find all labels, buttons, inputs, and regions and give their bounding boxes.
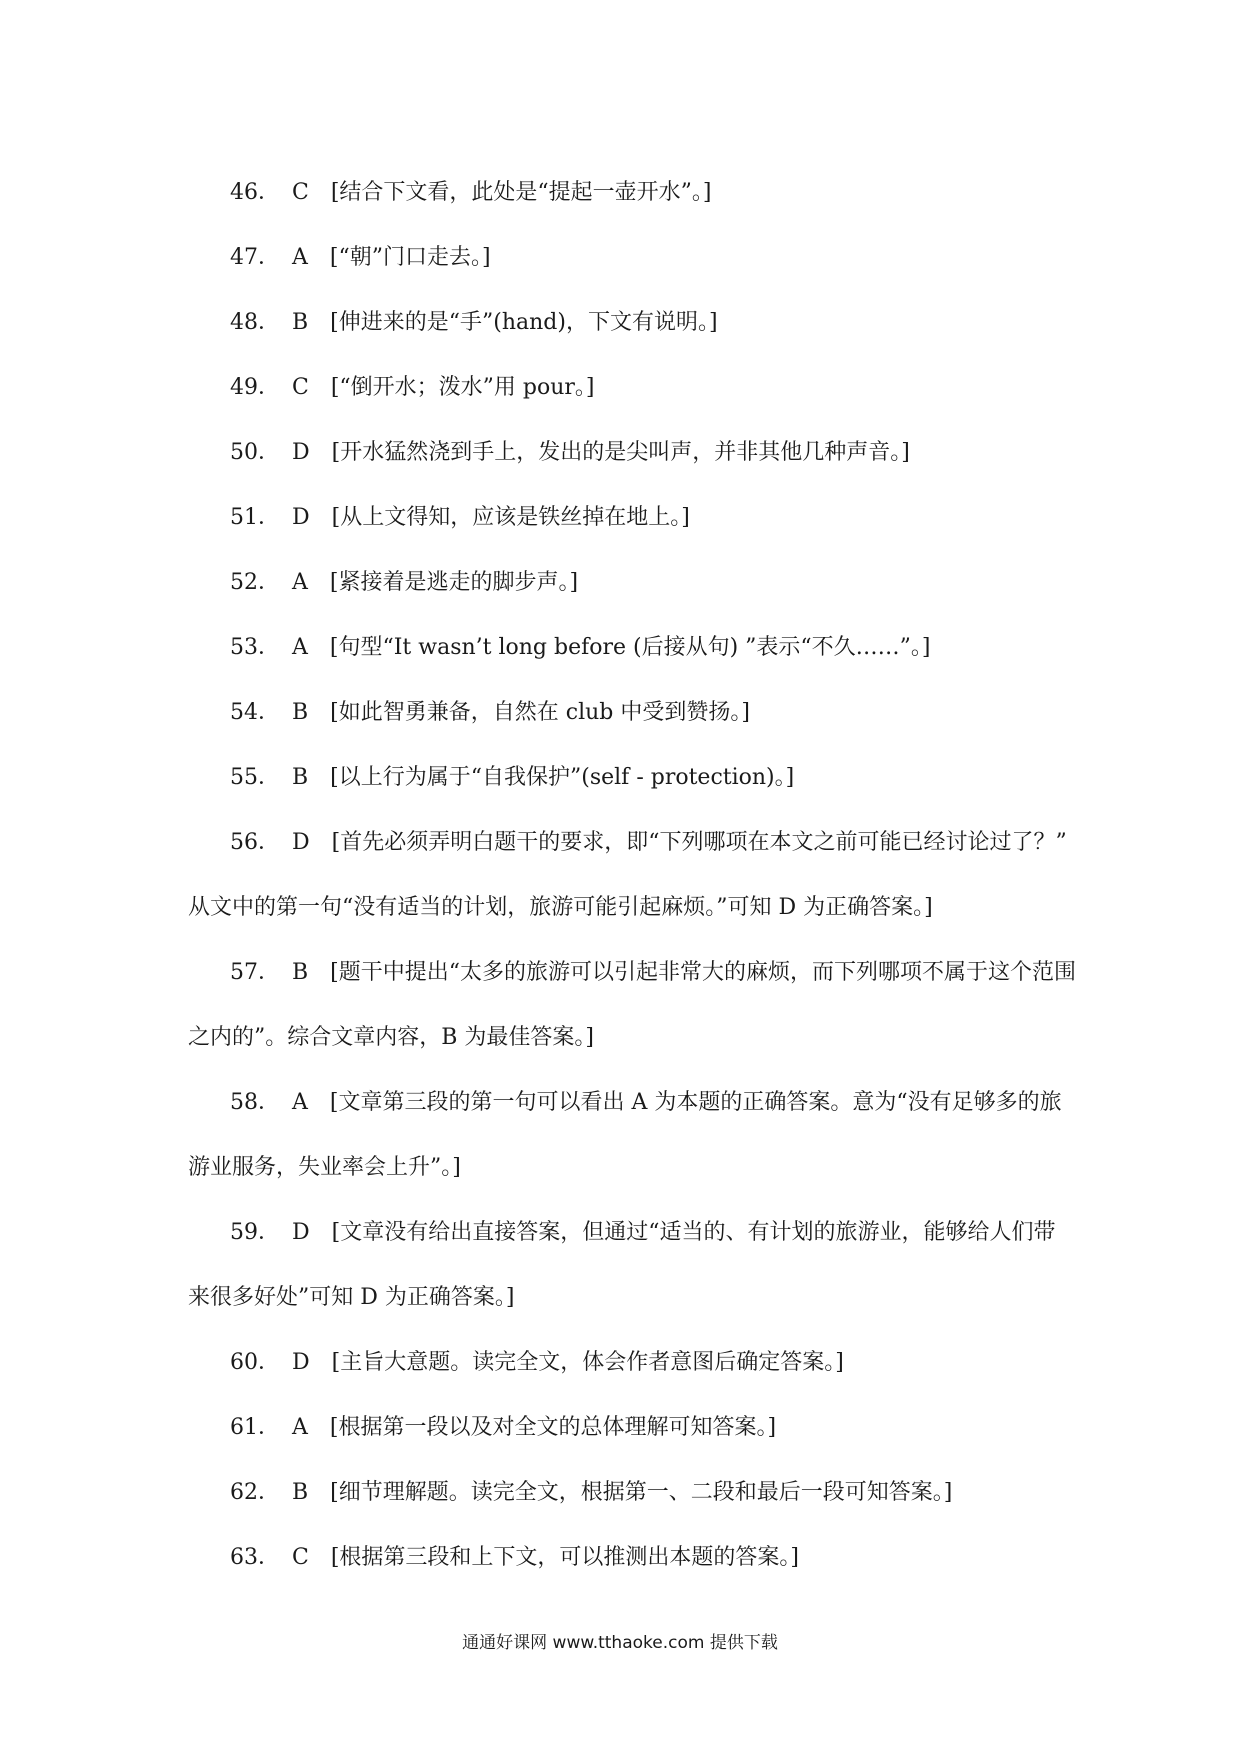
answer-explanation: [文章没有给出直接答案，但通过“适当的、有计划的旅游业，能够给人们带 [331,1220,1056,1245]
answer-explanation-continued: 来很多好处”可知 D 为正确答案。] [188,1285,515,1310]
answer-item [188,615,1068,680]
answer-item [188,1200,1068,1265]
answer-explanation-continued: 游业服务，失业率会上升”。] [188,1155,461,1180]
answer-item [188,1525,1068,1590]
answer-explanation: [句型“It wasn’t long before (后接从句) ”表示“不久……”。] [329,635,931,660]
question-number: 59． [230,1220,280,1245]
question-number: 50． [230,440,280,465]
answer-explanation: [根据第三段和上下文，可以推测出本题的答案。] [330,1545,800,1570]
question-number: 61． [230,1415,280,1440]
answer-explanation: [结合下文看，此处是“提起一壶开水”。] [330,180,712,205]
answer-letter: D [292,830,310,855]
answer-explanation: [文章第三段的第一句可以看出 A 为本题的正确答案。意为“没有足够多的旅 [329,1090,1062,1115]
question-number: 47． [230,245,280,270]
answer-explanation: [“倒开水；泼水”用 pour。] [330,375,595,400]
question-number: 55． [230,765,280,790]
answer-explanation: [伸进来的是“手”(hand)，下文有说明。] [330,310,718,335]
question-number: 57． [230,960,280,985]
answer-item [188,355,1068,420]
answer-explanation: [以上行为属于“自我保护”(self - protection)。] [330,765,795,790]
answer-letter: A [292,635,308,660]
answer-letter: A [292,1415,308,1440]
answer-letter: B [292,310,309,335]
answer-letter: B [292,960,309,985]
answer-letter: B [292,1480,309,1505]
question-number: 60． [230,1350,280,1375]
answer-letter: A [292,570,308,595]
answer-item [188,1395,1068,1460]
answer-explanation: [“朝”门口走去。] [329,245,491,270]
answer-item [188,485,1068,550]
question-number: 58． [230,1090,280,1115]
answer-explanation: [题干中提出“太多的旅游可以引起非常大的麻烦，而下列哪项不属于这个范围 [330,960,1077,985]
answer-letter: C [292,180,309,205]
question-number: 46． [230,180,280,205]
answer-letter: B [292,765,309,790]
answer-item [188,160,1068,225]
answer-letter: A [292,1090,308,1115]
question-number: 56． [230,830,280,855]
answer-explanation-continued: 之内的”。综合文章内容，B 为最佳答案。] [188,1025,594,1050]
question-number: 54． [230,700,280,725]
answer-item [188,1070,1068,1135]
answer-letter: C [292,1545,309,1570]
question-number: 52． [230,570,280,595]
answer-letter: A [292,245,308,270]
answer-letter: D [292,505,310,530]
answer-explanation: [主旨大意题。读完全文，体会作者意图后确定答案。] [331,1350,844,1375]
answer-item [188,680,1068,745]
answer-letter: C [292,375,309,400]
answer-explanation: [紧接着是逃走的脚步声。] [329,570,579,595]
answer-item [188,225,1068,290]
answer-item [188,550,1068,615]
answer-explanation: [从上文得知，应该是铁丝掉在地上。] [331,505,690,530]
answer-item [188,1330,1068,1395]
answer-item [188,420,1068,485]
question-number: 62． [230,1480,280,1505]
answer-item [188,1460,1068,1525]
answer-item [188,810,1068,875]
answer-explanation: [如此智勇兼备，自然在 club 中受到赞扬。] [330,700,750,725]
page-footer: 通通好课网 www.tthaoke.com 提供下载 [462,1633,778,1653]
answer-item [188,940,1077,1005]
answer-letter: D [292,1220,310,1245]
answer-explanation: [细节理解题。读完全文，根据第一、二段和最后一段可知答案。] [330,1480,953,1505]
answer-explanation: [首先必须弄明白题干的要求，即“下列哪项在本文之前可能已经讨论过了？” [331,830,1067,855]
question-number: 48． [230,310,280,335]
answer-letter: D [292,1350,310,1375]
answer-item [188,745,1068,810]
answer-explanation: [开水猛然浇到手上，发出的是尖叫声，并非其他几种声音。] [331,440,910,465]
answer-list [188,160,1077,1590]
answer-explanation-continued: 从文中的第一句“没有适当的计划，旅游可能引起麻烦。”可知 D 为正确答案。] [188,895,933,920]
question-number: 51． [230,505,280,530]
answer-letter: D [292,440,310,465]
answer-letter: B [292,700,309,725]
question-number: 53． [230,635,280,660]
answer-explanation: [根据第一段以及对全文的总体理解可知答案。] [329,1415,777,1440]
question-number: 49． [230,375,280,400]
question-number: 63． [230,1545,280,1570]
answer-item [188,290,1068,355]
